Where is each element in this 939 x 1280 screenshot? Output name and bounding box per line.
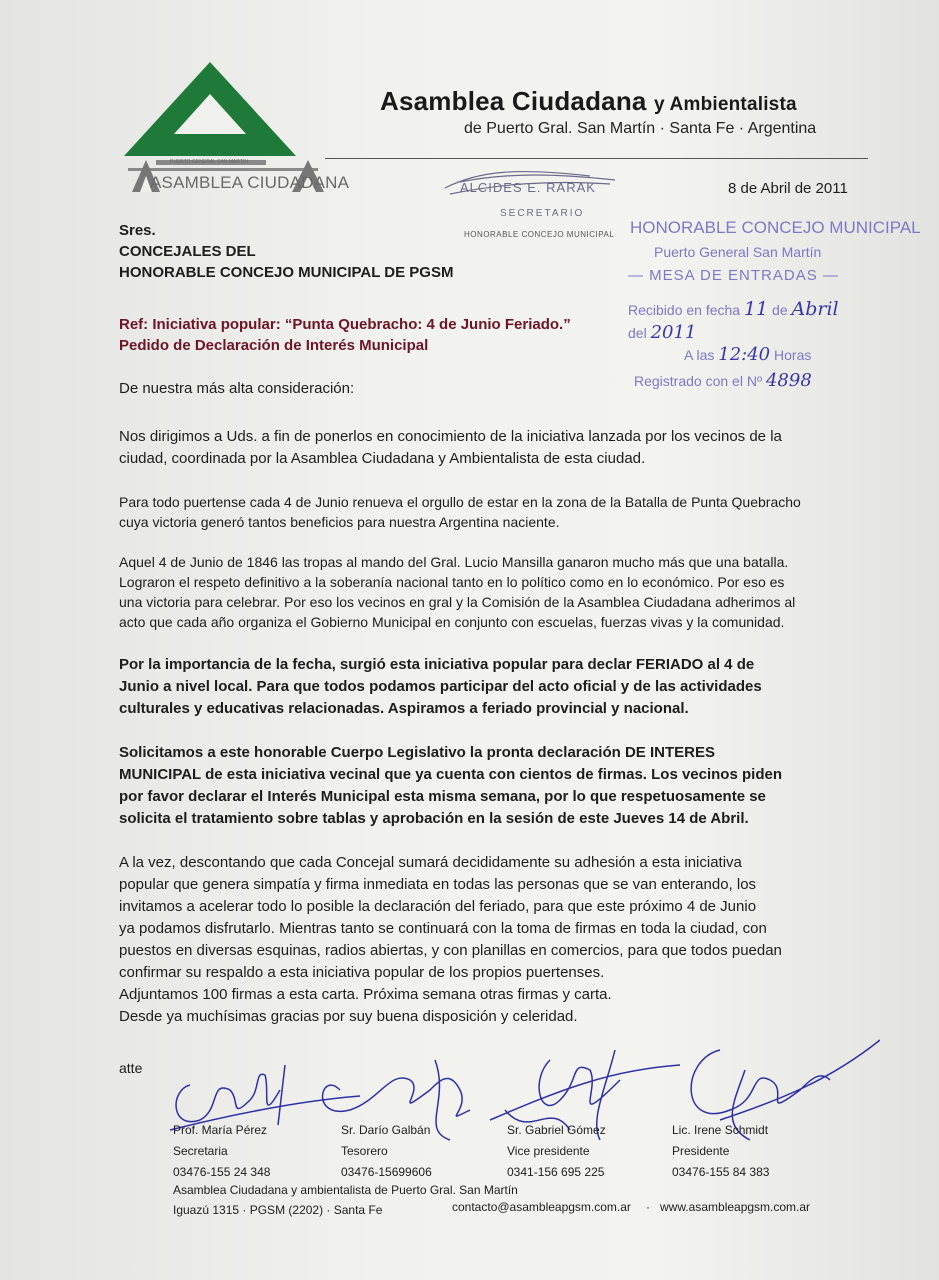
paragraph-line: A la vez, descontando que cada Concejal sumará decididamente su adhesión a esta iniciativa: [119, 854, 742, 871]
signatory-name: Sr. Darío Galbán: [341, 1123, 431, 1137]
signatory-phone: 03476-15699606: [341, 1165, 432, 1179]
paragraph-4: [119, 654, 879, 720]
secretary-stamp: [440, 166, 630, 246]
reception-month: Abril: [791, 298, 839, 320]
logo-small-text: PUERTO GENERAL SAN MARTIN: [170, 159, 248, 165]
reception-stamp-date-line: [628, 298, 839, 320]
recipient-line1: Sres.: [119, 222, 156, 239]
organization-title-suffix: y Ambientalista: [654, 94, 797, 115]
closing: atte: [119, 1060, 143, 1076]
footer-separator: ·: [646, 1200, 650, 1214]
signatory-name: Sr. Gabriel Gómez: [507, 1123, 606, 1137]
paragraph-line: ya podamos disfrutarlo. Mientras tanto se continuará con la toma de firmas en toda la ciudad, con: [119, 920, 767, 937]
secretary-stamp-institution: HONORABLE CONCEJO MUNICIPAL: [464, 230, 615, 239]
paragraph-line: Nos dirigimos a Uds. a fin de ponerlos en conocimiento de la iniciativa lanzada por los vecinos de la: [119, 428, 782, 445]
signatory-phone: 03476-155 84 383: [672, 1165, 770, 1179]
paragraph-line: invitamos a acelerar todo lo posible la declaración del feriado, para que este próximo 4 de Junio: [119, 898, 757, 915]
secretary-stamp-name: ALCIDES E. RARAK: [460, 180, 596, 195]
signatory-role: Vice presidente: [507, 1144, 590, 1158]
reception-stamp-year-line: [628, 322, 696, 343]
reception-stamp-number-line: [634, 370, 812, 391]
organization-logo: [118, 60, 350, 200]
reception-year: 2011: [650, 322, 697, 343]
paragraph-line: Aquel 4 de Junio de 1846 las tropas al mando del Gral. Lucio Mansilla ganaron mucho más que una batalla.: [119, 554, 789, 570]
reception-date-sep: de: [772, 302, 788, 318]
paragraph-line: popular que genera simpatía y firma inmediata en todas las personas que se van enterando, los: [119, 876, 757, 893]
paragraph-6: [119, 852, 879, 1028]
paragraph-1: [119, 426, 879, 470]
greeting: De nuestra más alta consideración:: [119, 380, 355, 397]
reception-date-label: Recibido en fecha: [628, 302, 741, 318]
signatory-role: Secretaria: [173, 1144, 228, 1158]
recipient-line3: HONORABLE CONCEJO MUNICIPAL DE PGSM: [119, 264, 454, 281]
paragraph-5: [119, 742, 879, 830]
signatory-name: Lic. Irene Schmidt: [672, 1123, 769, 1137]
paragraph-line: confirmar su respaldo a esta iniciativa popular de los propios puertenses.: [119, 964, 605, 981]
header-divider: [325, 158, 868, 159]
paragraph-line: Lograron el respeto definitivo a la soberanía nacional tanto en lo político como en lo económico. Por eso es: [119, 574, 785, 590]
reference-block: [119, 314, 571, 356]
organization-title-main: Asamblea Ciudadana: [380, 86, 647, 116]
paragraph-line: Solicitamos a este honorable Cuerpo Legislativo la pronta declaración DE INTERES: [119, 744, 715, 761]
signatory-role: Presidente: [672, 1144, 730, 1158]
paragraph-line: MUNICIPAL de esta iniciativa vecinal que ya cuenta con cientos de firmas. Los vecinos piden: [119, 766, 782, 783]
signatory-name: Prof. María Pérez: [173, 1123, 268, 1137]
paragraph-line: solicita el tratamiento sobre tablas y aprobación en la sesión de este Jueves 14 de Abril.: [119, 810, 749, 827]
signatory-3: [507, 1120, 606, 1183]
paragraph-line: culturales y educativas relacionadas. Aspiramos a feriado provincial y nacional.: [119, 700, 689, 717]
reception-number-label: Registrado con el Nº: [634, 373, 763, 389]
signatory-phone: 0341-156 695 225: [507, 1165, 605, 1179]
reception-day: 11: [743, 298, 769, 320]
organization-subtitle: de Puerto Gral. San Martín · Santa Fe · Argentina: [464, 120, 817, 137]
paragraph-line: una victoria para celebrar. Por eso los vecinos en gral y la Comisión de la Asamblea Ciudadana adherimos al: [119, 594, 796, 610]
paragraph-line: Desde ya muchísimas gracias por suy buena disposición y celeridad.: [119, 1008, 578, 1025]
reception-time-label: A las: [684, 347, 715, 363]
logo-wordmark: ASAMBLEA CIUDADANA: [150, 173, 350, 192]
paragraph-line: ciudad, coordinada por la Asamblea Ciudadana y Ambientalista de esta ciudad.: [119, 450, 646, 467]
paragraph-line: Adjuntamos 100 firmas a esta carta. Próxima semana otras firmas y carta.: [119, 986, 612, 1003]
recipient-block: [119, 220, 453, 283]
footer-organization: Asamblea Ciudadana y ambientalista de Puerto Gral. San Martín: [173, 1183, 518, 1197]
paragraph-3: [119, 552, 879, 632]
reception-stamp-line3: — MESA DE ENTRADAS —: [628, 267, 839, 284]
signatory-4: [672, 1120, 769, 1183]
signatory-2: [341, 1120, 432, 1183]
paragraph-line: Por la importancia de la fecha, surgió esta iniciativa popular para declar FERIADO al 4 de: [119, 656, 755, 673]
signatory-1: [173, 1120, 270, 1183]
reception-time-suffix: Horas: [774, 347, 812, 363]
paragraph-2: [119, 492, 879, 532]
reception-stamp-line2: Puerto General San Martín: [654, 244, 822, 260]
paragraph-line: por favor declarar el Interés Municipal esta misma semana, por lo que respetuosamente se: [119, 788, 766, 805]
footer-address: Iguazú 1315 · PGSM (2202) · Santa Fe: [173, 1203, 383, 1217]
signatory-phone: 03476-155 24 348: [173, 1165, 271, 1179]
paragraph-line: puestos en diversas esquinas, radios abiertas, y con planillas en comercios, para que todos puedan: [119, 942, 782, 959]
reception-number: 4898: [765, 370, 812, 391]
signatory-role: Tesorero: [341, 1144, 388, 1158]
organization-title: [380, 86, 797, 117]
reception-stamp-time-line: [684, 344, 811, 365]
paragraph-line: Junio a nivel local. Para que todos podamos participar del acto oficial y de las actividades: [119, 678, 762, 695]
reference-line1: Ref: Iniciativa popular: “Punta Quebracho: 4 de Junio Feriado.”: [119, 316, 571, 333]
reference-line2: Pedido de Declaración de Interés Municipal: [119, 337, 429, 354]
recipient-line2: CONCEJALES DEL: [119, 243, 256, 260]
paragraph-line: cuya victoria generó tantos beneficios para nuestra Argentina naciente.: [119, 514, 560, 530]
footer-website[interactable]: www.asambleapgsm.com.ar: [660, 1200, 811, 1214]
letter-date: 8 de Abril de 2011: [728, 180, 848, 197]
reception-year-label: del: [628, 325, 647, 341]
reception-time: 12:40: [718, 344, 771, 365]
paragraph-line: Para todo puertense cada 4 de Junio renueva el orgullo de estar en la zona de la Batalla de Punta Quebracho: [119, 494, 801, 510]
reception-stamp: [626, 214, 921, 394]
reception-stamp-line1: HONORABLE CONCEJO MUNICIPAL: [630, 218, 921, 237]
footer-email[interactable]: contacto@asambleapgsm.com.ar: [452, 1200, 631, 1214]
paragraph-line: acto que cada año organiza el Gobierno Municipal en conjunto con escuelas, fuerzas vivas y la comunidad.: [119, 614, 785, 630]
secretary-stamp-role: SECRETARIO: [500, 208, 585, 219]
